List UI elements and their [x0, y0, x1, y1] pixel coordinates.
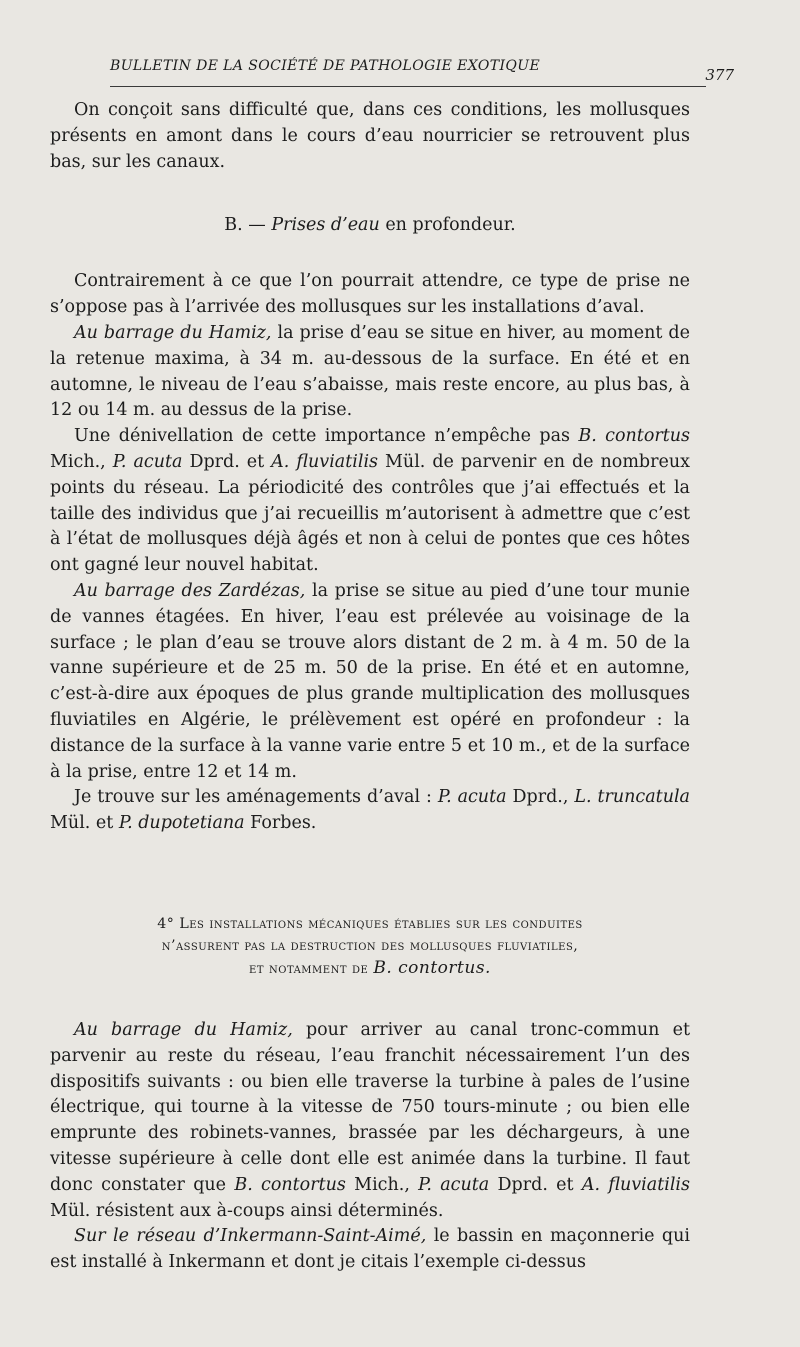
species-name: B. contortus. — [373, 957, 491, 978]
species-name: A. fluviatilis — [271, 451, 379, 472]
paragraph-6 — [50, 785, 690, 837]
paragraph-text: le bassin en maçonnerie qui est installé à Inkermann et dont je citais l’exemple ci-dessus — [50, 1226, 690, 1273]
paragraph-text: pour arriver au canal tronc-commun et parvenir au reste du réseau, l’eau franchit nécessairement l’un des dispositifs suivants : ou bien elle traverse la turbine à pales de l’usine électrique, qui tourne à la vitesse de 750 tours-minute ; ou bien elle emprunte des robinets-vannes, brassée par les déchargeurs, à une vitesse supérieure à celle dont elle est animée dans la turbine. Il faut donc constater que — [50, 1019, 690, 1195]
body-text — [50, 98, 690, 1276]
lead-phrase: Au barrage des Zardézas, — [74, 580, 306, 601]
paragraph-text: la prise se situe au pied d’une tour munie de vannes étagées. En hiver, l’eau est prélevée au voisinage de la surface ; le plan d’eau se trouve alors distant de 2 m. à 4 m. 50 de la vanne supérieure et de 25 m. 50 de la prise. En été et en automne, c’est-à-dire aux époques de plus grande multiplication des mollusques fluviatiles en Algérie, le prélèvement est opéré en profondeur : la distance de la surface à la vanne varie entre 5 et 10 m., et de la surface à la prise, entre 12 et 14 m. — [50, 580, 690, 782]
species-name: P. acuta — [437, 787, 507, 808]
paragraph-text: Mich., — [50, 451, 113, 472]
section-heading-b — [50, 215, 690, 235]
paragraph-2: Contrairement à ce que l’on pourrait attendre, ce type de prise ne s’oppose pas à l’arrivée des mollusques sur les installations d’aval. — [50, 271, 690, 318]
paragraph-7 — [50, 1018, 690, 1224]
heading-line-text: et notamment de — [249, 960, 374, 977]
lead-phrase: Sur le réseau d’Inkermann-Saint-Aimé, — [74, 1226, 427, 1247]
species-name: L. truncatula — [574, 787, 690, 808]
species-name: P. acuta — [418, 1174, 490, 1195]
heading-line — [50, 957, 690, 980]
species-name: P. dupotetiana — [118, 813, 245, 834]
section-heading-4 — [50, 913, 690, 980]
paragraph-text: Dprd. et — [489, 1174, 582, 1195]
heading-line: 4° Les installations mécaniques établies sur les conduites — [157, 915, 583, 932]
paragraph-8 — [50, 1224, 690, 1276]
paragraph-text: la prise d’eau se situe en hiver, au moment de la retenue maxima, à 34 m. au-dessous de la surface. En été et en automne, le niveau de l’eau s’abaisse, mais reste encore, au plus bas, à 12 ou 14 m. au dessus de la prise. — [50, 322, 690, 421]
paragraph-text: Je trouve sur les aménagements d’aval : — [74, 787, 438, 808]
section-title-rest: en profondeur. — [379, 215, 516, 236]
lead-phrase: Au barrage du Hamiz, — [74, 1019, 293, 1040]
paragraph-1: On conçoit sans difficulté que, dans ces conditions, les mollusques présents en amont dans le cours d’eau nourricier se retrouvent plus bas, sur les canaux. — [50, 100, 690, 172]
paragraph-text: Une dénivellation de cette importance n’empêche pas — [74, 426, 579, 447]
species-name: B. contortus — [578, 426, 691, 447]
paragraph-4 — [50, 424, 690, 579]
paragraph-text: Dprd. et — [182, 451, 272, 472]
heading-line: n’assurent pas la destruction des mollusques fluviatiles, — [161, 937, 579, 954]
paragraph-text: Mül. de parvenir en de nombreux points du réseau. La périodicité des contrôles que j’ai effectués et la taille des individus que j’ai recueillis m’autorisent à admettre que c’est à l’état de mollusques déjà âgés et non à celui de pontes que ces hôtes ont gagné leur nouvel habitat. — [50, 451, 690, 576]
paragraph-text: Forbes. — [244, 813, 317, 834]
species-name: A. fluviatilis — [581, 1174, 691, 1195]
journal-title: BULLETIN DE LA SOCIÉTÉ DE PATHOLOGIE EXOTIQUE — [110, 58, 541, 74]
page-number: 377 — [705, 66, 734, 84]
paragraph-text: Mül. résistent aux à-coups ainsi déterminés. — [50, 1200, 444, 1221]
species-name: P. acuta — [112, 451, 183, 472]
paragraph-3 — [50, 321, 690, 424]
header-rule — [110, 86, 706, 87]
paragraph-text: Dprd., — [506, 787, 575, 808]
running-header — [110, 58, 734, 88]
section-title: Prises d’eau — [271, 215, 380, 236]
section-label: B. — — [224, 215, 272, 236]
species-name: B. contortus — [234, 1174, 346, 1195]
paragraph-text: Mich., — [345, 1174, 419, 1195]
paragraph-5 — [50, 579, 690, 785]
lead-phrase: Au barrage du Hamiz, — [74, 322, 272, 343]
paragraph-text: Mül. et — [50, 813, 119, 834]
